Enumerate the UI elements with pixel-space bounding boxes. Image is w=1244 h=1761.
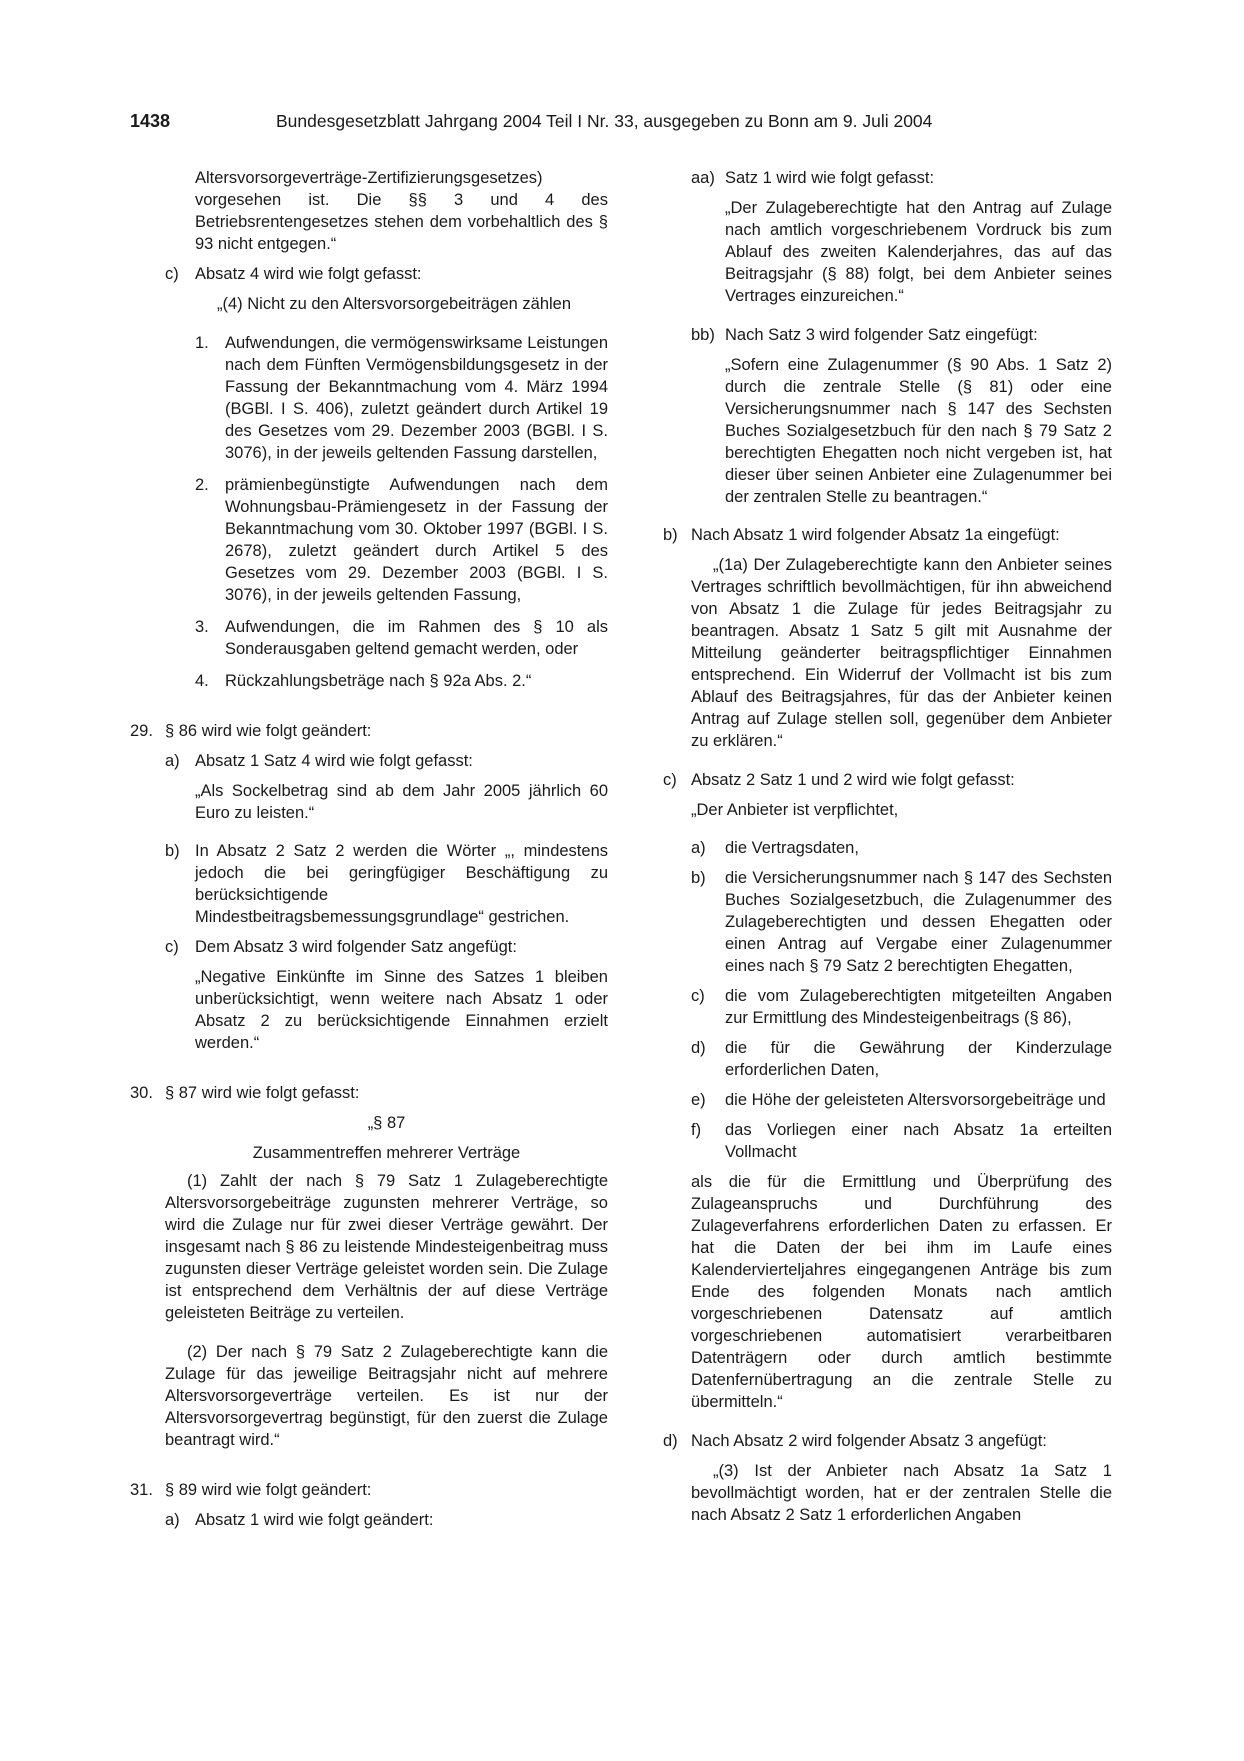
- paragraph: (2) Der nach § 79 Satz 2 Zulageberechtigte kann die Zulage für das jeweilige Beitragsjahr nicht auf mehrere Altersvorsorgeverträge verteilen. Es ist nur der Altersvorsorgevertrag begünstigt, für den zuerst die Zulage beantragt wird.“: [165, 1342, 608, 1449]
- right-column: [663, 167, 1112, 1542]
- quote-paragraph: „(1a) Der Zulageberechtigte kann den Anbieter seines Vertrages schriftlich bevollmächtigen, für ihn abweichend von Absatz 1 die Zulage für jedes Beitragsjahr zu beantragen. Absatz 1 Satz 5 gilt mit Ausnahme der Mitteilung geänderter beitragspflichtiger Einnahmen entsprechend. Ein Widerruf der Vollmacht ist bis zum Ablauf des Beitragsjahres, für das der Anbieter keinen Antrag auf Zulage stellen soll, gegenüber dem Anbieter zu erklären.“: [691, 556, 1112, 750]
- section-title: Zusammentreffen mehrerer Verträge: [252, 1144, 521, 1162]
- list-item: d) die für die Gewährung der Kinderzulage erforderlichen Daten,: [691, 1039, 1112, 1079]
- numbered-item: 1. Aufwendungen, die vermögenswirksame Leistungen nach dem Fünften Vermögensbildungsgesetz in der Fassung der Bekanntmachung vom 4. März 1994 (BGBl. I S. 406), zuletzt geändert durch Artikel 19 des Gesetzes vom 29. Dezember 2003 (BGBl. I S. 3076), in der jeweils geltenden Fassung darstellen,: [195, 333, 608, 462]
- paragraph: als die für die Ermittlung und Überprüfung des Zulageanspruchs und Durchführung des Zulageverfahrens erforderlichen Daten zu erfassen. Er hat die Daten der bei ihm im Laufe eines Kalendervierteljahres eingegangenen Anträge bis zum Ende des folgenden Monats nach amtlich vorgeschriebenen Datensatz auf amtlich vorgeschriebenen automatisiert verarbeitbaren Datenträgern oder durch amtlich bestimmte Datenfernübertragung an die zentrale Stelle zu übermitteln.“: [691, 1173, 1112, 1411]
- left-column: [130, 167, 608, 1531]
- section-heading: „§ 87: [367, 1114, 406, 1132]
- list-item: d) Nach Absatz 2 wird folgender Absatz 3 angefügt:: [663, 1431, 1047, 1450]
- item-text: Absatz 4 wird wie folgt gefasst:: [195, 265, 422, 283]
- sub-item-aa: aa) Satz 1 wird wie folgt gefasst:: [691, 169, 935, 187]
- list-item: a) Absatz 1 wird wie folgt geändert:: [165, 1510, 434, 1529]
- list-item: b) die Versicherungsnummer nach § 147 des Sechsten Buches Sozialgesetzbuch, die Zulagenummer des Zulageberechtigten und dessen Ehegatten oder einen Antrag auf Vergabe einer Zulagenummer eines nach § 79 Satz 2 berechtigten Ehegatten,: [691, 869, 1112, 975]
- header-title: Bundesgesetzblatt Jahrgang 2004 Teil I Nr. 33, ausgegeben zu Bonn am 9. Juli 2004: [276, 111, 933, 131]
- quote-paragraph: „Sofern eine Zulagenummer (§ 90 Abs. 1 Satz 2) durch die zentrale Stelle (§ 81) oder eine Versicherungsnummer nach § 147 des Sechsten Buches Sozialgesetzbuch für den nach § 79 Satz 2 berechtigten Ehegatten noch nicht vergeben ist, hat dieser über seinen Anbieter eine Zulagenummer bei der zentralen Stelle zu beantragen.“: [725, 355, 1112, 506]
- sub-item-bb: bb) Nach Satz 3 wird folgender Satz eingefügt:: [691, 325, 1038, 344]
- quote-paragraph: „(4) Nicht zu den Altersvorsorgebeiträgen zählen: [217, 295, 572, 313]
- section-30: 30. § 87 wird wie folgt gefasst:: [130, 1084, 360, 1102]
- section-31: 31. § 89 wird wie folgt geändert:: [130, 1480, 372, 1499]
- numbered-item: 3. Aufwendungen, die im Rahmen des § 10 als Sonderausgaben geltend gemacht werden, oder: [195, 617, 608, 658]
- intro-paragraph: Altersvorsorgeverträge-Zertifizierungsgesetzes) vorgesehen ist. Die §§ 3 und 4 des Betriebsrentengesetzes stehen dem vorbehaltlich des § 93 nicht entgegen.“: [195, 169, 608, 253]
- list-item: [130, 263, 608, 285]
- list-item: b) In Absatz 2 Satz 2 werden die Wörter „, mindestens jedoch die bei geringfügiger Beschäftigung zu berücksichtigende Mindestbeitragsbemessungsgrundlage“ gestrichen.: [165, 842, 608, 926]
- list-item: c) Dem Absatz 3 wird folgender Satz angefügt:: [165, 938, 517, 956]
- quote-intro: „Der Anbieter ist verpflichtet,: [691, 800, 899, 819]
- quote-paragraph: „Negative Einkünfte im Sinne des Satzes 1 bleiben unberücksichtigt, wenn weitere nach Absatz 1 oder Absatz 2 zu berücksichtigende Einnahmen erzielt werden.“: [195, 968, 608, 1052]
- list-item: a) Absatz 1 Satz 4 wird wie folgt gefasst:: [165, 751, 473, 770]
- page-number: 1438: [130, 111, 171, 131]
- list-item: f) das Vorliegen einer nach Absatz 1a erteilten Vollmacht: [691, 1121, 1112, 1161]
- paragraph: (1) Zahlt der nach § 79 Satz 1 Zulageberechtigte Altersvorsorgebeiträge zugunsten mehrerer Verträge, so wird die Zulage nur für zwei dieser Verträge gewährt. Der insgesamt nach § 86 zu leistende Mindesteigenbeitrag muss zugunsten dieser Verträge geleistet worden sein. Die Zulage ist entsprechend dem Verhältnis der auf diese Verträge geleisteten Beiträge zu verteilen.: [165, 1172, 608, 1322]
- quote-paragraph: „Als Sockelbetrag sind ab dem Jahr 2005 jährlich 60 Euro zu leisten.“: [195, 781, 608, 822]
- list-item: c) die vom Zulageberechtigten mitgeteilten Angaben zur Ermittlung des Mindesteigenbeitrags (§ 86),: [691, 987, 1112, 1027]
- numbered-item: 4. Rückzahlungsbeträge nach § 92a Abs. 2.“: [195, 671, 532, 690]
- quote-paragraph: „(3) Ist der Anbieter nach Absatz 1a Satz 1 bevollmächtigt worden, hat er der zentralen Stelle die nach Absatz 2 Satz 1 erforderlichen Angaben: [691, 1461, 1112, 1524]
- page-header: [130, 110, 1114, 136]
- section-29: 29. § 86 wird wie folgt geändert:: [130, 721, 372, 740]
- list-item: a) die Vertragsdaten,: [691, 839, 859, 857]
- item-label: c): [165, 265, 179, 283]
- list-item: c) Absatz 2 Satz 1 und 2 wird wie folgt gefasst:: [663, 770, 1015, 789]
- list-item: b) Nach Absatz 1 wird folgender Absatz 1a eingefügt:: [663, 526, 1060, 544]
- numbered-item: 2. prämienbegünstigte Aufwendungen nach dem Wohnungsbau-Prämiengesetz in der Fassung der Bekanntmachung vom 30. Oktober 1997 (BGBl. I S. 2678), zuletzt geändert durch Artikel 5 des Gesetzes vom 29. Dezember 2003 (BGBl. I S. 3076), in der jeweils geltenden Fassung,: [195, 475, 608, 604]
- quote-paragraph: „Der Zulageberechtigte hat den Antrag auf Zulage nach amtlich vorgeschriebenem Vordruck bis zum Ablauf des zweiten Kalenderjahres, das auf das Beitragsjahr (§ 88) folgt, bei dem Anbieter seines Vertrages einzureichen.“: [725, 199, 1112, 305]
- list-item: e) die Höhe der geleisteten Altersvorsorgebeiträge und: [691, 1091, 1106, 1109]
